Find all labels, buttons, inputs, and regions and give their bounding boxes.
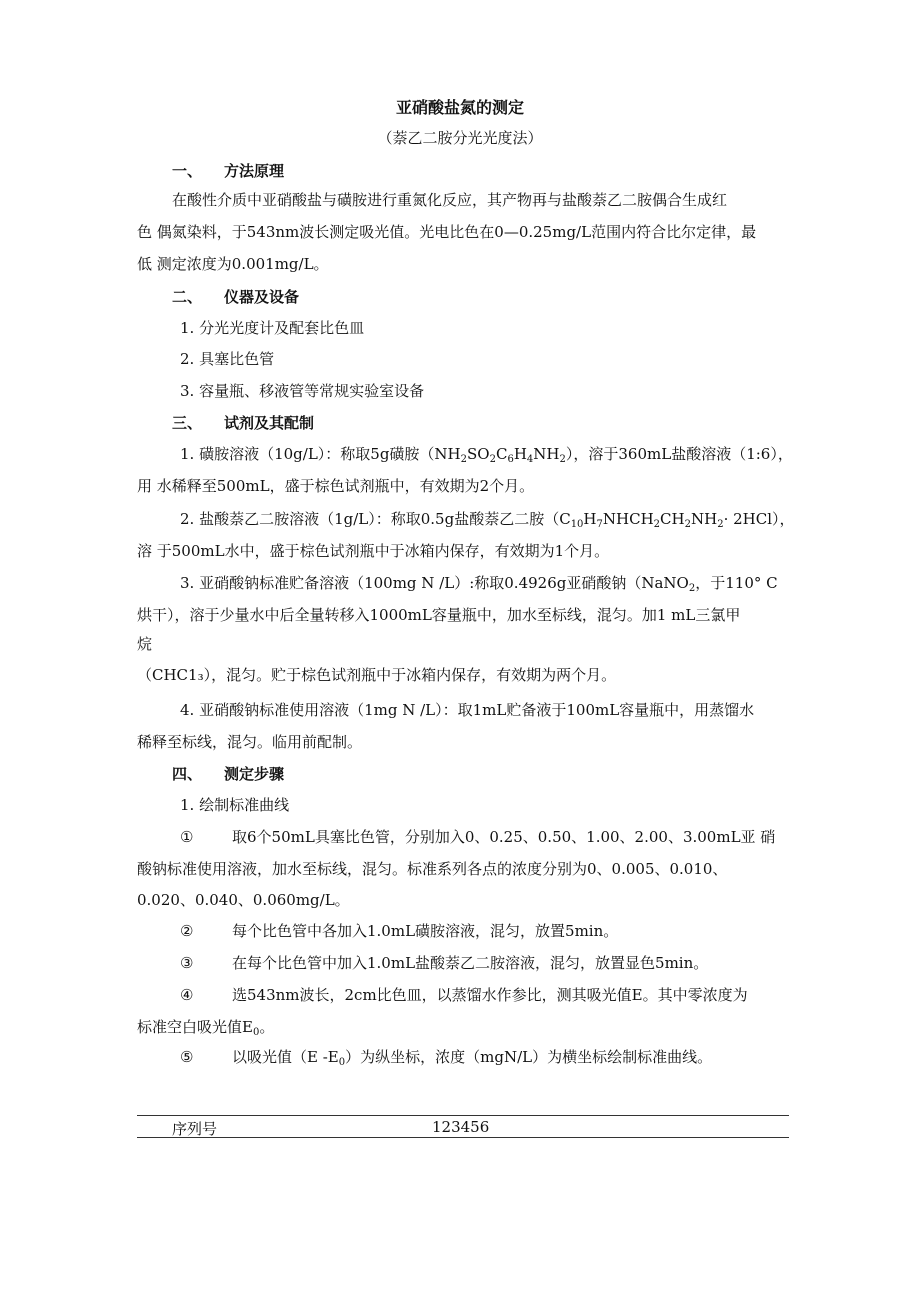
step-marker: ③ — [180, 954, 194, 972]
procedure-substep-4: ④ 选543nm波长，2cm比色皿，以蒸馏水作参比，测其吸光值E。其中零浓度为 — [180, 986, 748, 1004]
procedure-substep-3: ③ 在每个比色管中加入1.0mL盐酸萘乙二胺溶液，混匀，放置显色5min。 — [180, 954, 709, 972]
procedure-substep-2: ② 每个比色管中各加入1.0mL磺胺溶液，混匀，放置5min。 — [180, 922, 619, 940]
document-title: 亚硝酸盐氮的测定 — [395, 98, 524, 117]
section-title: 方法原理 — [224, 162, 285, 180]
section-number: 三、 — [172, 414, 203, 432]
equipment-item: 2. 具塞比色管 — [180, 350, 275, 368]
reagent-2-line: 溶 于500mL水中，盛于棕色试剂瓶中于冰箱内保存，有效期为1个月。 — [137, 542, 610, 560]
step-marker: ④ — [180, 986, 194, 1004]
procedure-substep-5: ⑤ 以吸光值（E $-E_0$）为纵坐标，浓度（mgN/L）为横坐标绘制标准曲线。 — [180, 1048, 713, 1068]
section-number: 一、 — [172, 162, 203, 180]
section-title: 仪器及设备 — [224, 288, 300, 306]
paragraph-line: 酸钠标准使用溶液，加水至标线，混匀。标准系列各点的浓度分别为0、0.005、0.010、 — [137, 860, 728, 878]
paragraph-line: 色 偶氮染料，于543nm波长测定吸光值。光电比色在0—0.25mg/L范围内符合比尔定律，最 — [137, 223, 757, 241]
reagent-2-line: 2. 盐酸萘乙二胺溶液（1g/L）：称取0.5g盐酸萘乙二胺$(C_{10}H_7NHCH_2CH_2NH_2\cdot 2HCl)$， — [180, 510, 795, 530]
serial-number-value: 123456 — [432, 1118, 490, 1136]
section-heading-procedure — [172, 763, 284, 784]
reagent-3-line: 烘干），溶于少量水中后全量转移入1000mL容量瓶中，加水至标线，混匀。加1 mL三氯甲 — [137, 606, 741, 624]
procedure-substep-1: ① 取6个50mL具塞比色管，分别加入0、0.25、0.50、1.00、2.00、3.00mL亚 硝 — [180, 828, 776, 846]
procedure-step-heading: 1. 绘制标准曲线 — [180, 796, 290, 814]
paragraph-line: 在酸性介质中亚硝酸盐与磺胺进行重氮化反应，其产物再与盐酸萘乙二胺偶合生成红 — [172, 191, 728, 209]
paragraph-line: 标准空白吸光值$E_0$。 — [137, 1018, 275, 1038]
step-marker: ⑤ — [180, 1048, 194, 1066]
equipment-item: 3. 容量瓶、移液管等常规实验室设备 — [180, 382, 425, 400]
reagent-4-line: 4. 亚硝酸钠标准使用溶液（1mg N /L）：取1mL贮备液于100mL容量瓶中，用蒸馏水 — [180, 701, 755, 719]
paragraph-line: 低 测定浓度为0.001mg/L。 — [137, 255, 329, 273]
footer-bottom-rule — [137, 1137, 789, 1138]
footer-top-rule — [137, 1115, 789, 1116]
section-heading-equipment — [172, 286, 299, 307]
reagent-4-line: 稀释至标线，混匀。临用前配制。 — [137, 733, 363, 751]
section-title: 测定步骤 — [224, 765, 285, 783]
step-marker: ① — [180, 828, 194, 846]
reagent-3-line: 3. 亚硝酸钠标准贮备溶液（100mg N /L）:称取0.4926g亚硝酸钠（NaNO$_2$，于110° C — [180, 574, 778, 594]
step-marker: ② — [180, 922, 194, 940]
reagent-3-line: （CHC1₃），混匀。贮于棕色试剂瓶中于冰箱内保存，有效期为两个月。 — [137, 666, 617, 684]
document-subtitle: （萘乙二胺分光光度法） — [377, 129, 543, 147]
section-title: 试剂及其配制 — [224, 414, 315, 432]
reagent-1-line: 用 水稀释至500mL，盛于棕色试剂瓶中，有效期为2个月。 — [137, 477, 535, 495]
section-heading-principle — [172, 160, 284, 181]
reagent-3-line: 烷 — [137, 635, 153, 653]
section-heading-reagents — [172, 412, 314, 433]
paragraph-line: 0.020、0.040、0.060mg/L。 — [137, 891, 350, 909]
serial-number-label: 序列号 — [172, 1120, 218, 1138]
equipment-item: 1. 分光光度计及配套比色皿 — [180, 319, 365, 337]
reagent-1-line: 1. 磺胺溶液（10g/L）：称取5g磺胺$(NH_2SO_2C_6H_4NH_2)$，溶于360mL盐酸溶液（1:6）， — [180, 445, 793, 465]
section-number: 四、 — [172, 765, 203, 783]
section-number: 二、 — [172, 288, 203, 306]
